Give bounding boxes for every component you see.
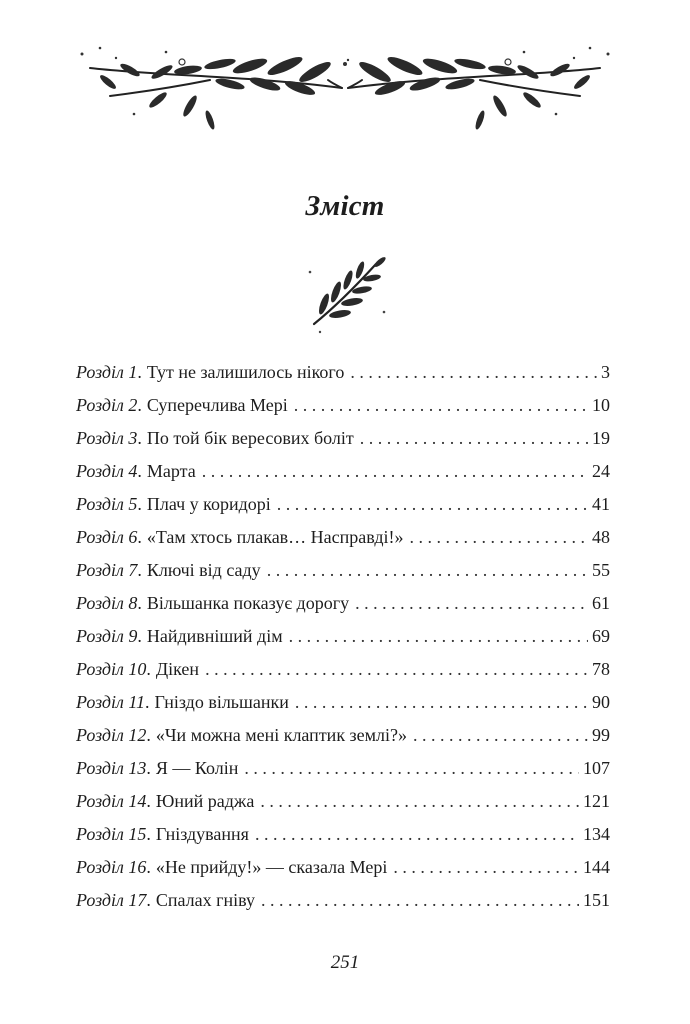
toc-leader-dots [355, 593, 588, 614]
toc-chapter-title: Найдивніший дім [146, 626, 283, 646]
toc-leader-dots [289, 626, 588, 647]
toc-chapter-label: Розділ 3 [76, 428, 138, 448]
single-leaf-sprig-icon [300, 252, 390, 336]
toc-page-number: 107 [583, 758, 610, 778]
toc-leader-dots [267, 560, 588, 581]
toc-page-number: 78 [592, 659, 610, 679]
toc-chapter-label: Розділ 15 [76, 824, 147, 844]
toc-leader-dots [360, 428, 588, 449]
toc-entry: Розділ 13 . Я — Колін . . . 107 [76, 758, 610, 791]
toc-chapter-title: Суперечлива Мері [146, 395, 288, 415]
toc-page-number: 41 [592, 494, 610, 514]
toc-chapter-label: Розділ 12 [76, 725, 147, 745]
toc-leader-dots [255, 824, 579, 845]
toc-page-number: 144 [583, 857, 610, 877]
toc-chapter-title: Тут не залишилось нікого [146, 362, 345, 382]
toc-entry: Розділ 7 . Ключі від саду . . . 55 [76, 560, 610, 593]
toc-entry: Розділ 2 . Суперечлива Мері . . . 10 [76, 395, 610, 428]
toc-leader-dots [277, 494, 588, 515]
toc-chapter-label: Розділ 10 [76, 659, 147, 679]
toc-chapter-title: «Не прийду!» — сказала Мері [155, 857, 388, 877]
toc-entry: Розділ 4 . Марта . . . 24 [76, 461, 610, 494]
toc-chapter-title: Ключі від саду [146, 560, 261, 580]
toc-leader-dots [205, 659, 588, 680]
toc-chapter-label: Розділ 8 [76, 593, 138, 613]
toc-entry: Розділ 1 . Тут не залишилось нікого . . . 3 [76, 362, 610, 395]
table-of-contents [76, 362, 610, 923]
toc-leader-dots [295, 692, 588, 713]
toc-chapter-label: Розділ 4 [76, 461, 138, 481]
toc-chapter-title: Юний раджа [155, 791, 255, 811]
toc-leader-dots [202, 461, 588, 482]
toc-chapter-title: Дікен [155, 659, 200, 679]
page-number: 251 [330, 952, 360, 973]
toc-page-number: 24 [592, 461, 610, 481]
toc-page-number: 61 [592, 593, 610, 613]
toc-page-number: 55 [592, 560, 610, 580]
toc-chapter-label: Розділ 11 [76, 692, 146, 712]
toc-leader-dots [244, 758, 579, 779]
toc-entry: Розділ 15 . Гніздування . . . 134 [76, 824, 610, 857]
toc-page-number: 99 [592, 725, 610, 745]
toc-entry: Розділ 8 . Вільшанка показує дорогу . . . 61 [76, 593, 610, 626]
toc-chapter-title: Гніздування [155, 824, 249, 844]
toc-page-number: 19 [592, 428, 610, 448]
toc-leader-dots [260, 791, 579, 812]
toc-chapter-title: Вільшанка показує дорогу [146, 593, 350, 613]
toc-leader-dots [294, 395, 588, 416]
toc-page-number: 90 [592, 692, 610, 712]
toc-chapter-label: Розділ 7 [76, 560, 138, 580]
toc-chapter-title: По той бік вересових боліт [146, 428, 354, 448]
toc-chapter-label: Розділ 2 [76, 395, 138, 415]
toc-chapter-label: Розділ 16 [76, 857, 147, 877]
toc-page-number: 134 [583, 824, 610, 844]
toc-chapter-title: «Там хтось плакав… Насправді!» [146, 527, 404, 547]
toc-chapter-label: Розділ 1 [76, 362, 138, 382]
toc-chapter-label: Розділ 9 [76, 626, 138, 646]
toc-entry: Розділ 10 . Дікен . . . 78 [76, 659, 610, 692]
toc-entry: Розділ 12 . «Чи можна мені клаптик землі?» . . . 99 [76, 725, 610, 758]
toc-page-number: 3 [601, 362, 610, 382]
toc-leader-dots [393, 857, 579, 878]
toc-chapter-label: Розділ 6 [76, 527, 138, 547]
toc-chapter-title: Я — Колін [155, 758, 239, 778]
toc-chapter-label: Розділ 17 [76, 890, 147, 910]
toc-page-number: 151 [583, 890, 610, 910]
toc-chapter-title: Плач у коридорі [146, 494, 271, 514]
toc-chapter-title: Гніздо вільшанки [154, 692, 289, 712]
toc-entry: Розділ 5 . Плач у коридорі . . . 41 [76, 494, 610, 527]
toc-chapter-title: «Чи можна мені клаптик землі?» [155, 725, 408, 745]
toc-chapter-title: Спалах гніву [155, 890, 256, 910]
toc-chapter-label: Розділ 5 [76, 494, 138, 514]
toc-entry: Розділ 14 . Юний раджа . . . 121 [76, 791, 610, 824]
toc-page-number: 121 [583, 791, 610, 811]
page-title: Зміст [305, 190, 385, 222]
toc-entry: Розділ 3 . По той бік вересових боліт . . . 19 [76, 428, 610, 461]
toc-leader-dots [350, 362, 597, 383]
toc-entry: Розділ 9 . Найдивніший дім . . . 69 [76, 626, 610, 659]
toc-entry: Розділ 17 . Спалах гніву . . . 151 [76, 890, 610, 923]
toc-entry: Розділ 6 . «Там хтось плакав… Насправді!» . . . 48 [76, 527, 610, 560]
toc-entry: Розділ 16 . «Не прийду!» — сказала Мері . . . 144 [76, 857, 610, 890]
toc-chapter-title: Марта [146, 461, 196, 481]
toc-page-number: 48 [592, 527, 610, 547]
toc-entry: Розділ 11 . Гніздо вільшанки . . . 90 [76, 692, 610, 725]
toc-chapter-label: Розділ 13 [76, 758, 147, 778]
toc-leader-dots [409, 527, 588, 548]
toc-page-number: 10 [592, 395, 610, 415]
toc-page-number: 69 [592, 626, 610, 646]
toc-chapter-label: Розділ 14 [76, 791, 147, 811]
toc-leader-dots [413, 725, 588, 746]
toc-leader-dots [261, 890, 579, 911]
leafy-branch-garland-icon [70, 36, 620, 136]
